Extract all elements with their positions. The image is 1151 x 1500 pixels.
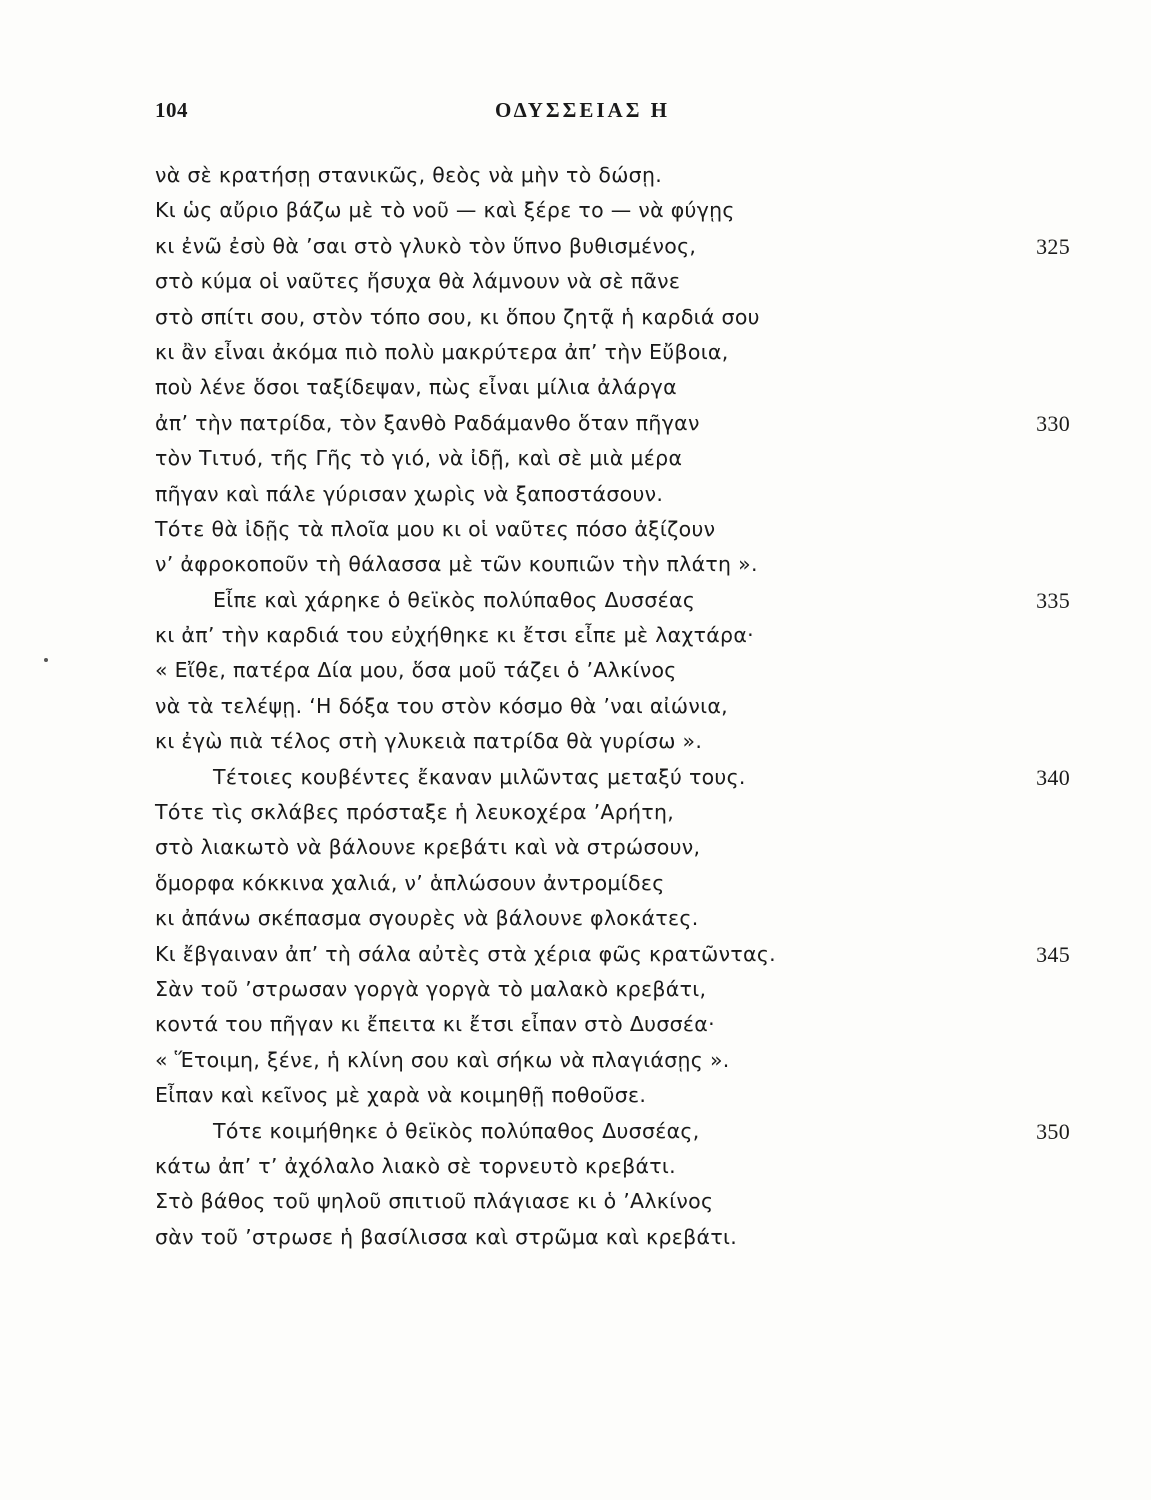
verse-text: κοντά του πῆγαν κι ἔπειτα κι ἔτσι εἶπαν στὸ Δυσσέα· [155,1012,715,1037]
verse-line [155,1043,1085,1078]
verse-line [155,830,1085,865]
verse-line [155,760,1085,795]
verse-line [155,406,1085,441]
verse-text: Τότε θὰ ἰδῇς τὰ πλοῖα μου κι οἱ ναῦτες πόσο ἀξίζουν [155,516,716,541]
verse-text: Στὸ βάθος τοῦ ψηλοῦ σπιτιοῦ πλάγιασε κι ὁ ’Αλκίνος [155,1189,714,1214]
verse-text: Εἶπαν καὶ κεῖνος μὲ χαρὰ νὰ κοιμηθῇ ποθοῦσε. [155,1083,647,1108]
verse-line [155,583,1085,618]
verse-text: Εἶπε καὶ χάρηκε ὁ θεϊκὸς πολύπαθος Δυσσέας [213,587,696,612]
verse-text: κι ἂν εἶναι ἀκόμα πιὸ πολὺ μακρύτερα ἀπ’ τὴν Εὔβοια, [155,339,729,364]
verse-line [155,477,1085,512]
verse-line [155,158,1085,193]
verse-text: κάτω ἀπ’ τ’ ἀχόλαλο λιακὸ σὲ τορνευτὸ κρεβάτι. [155,1153,676,1178]
verse-text: ἀπ’ τὴν πατρίδα, τὸν ξανθὸ Ραδάμανθο ὅταν πῆγαν [155,410,700,435]
verse-line [155,901,1085,936]
verse-line [155,547,1085,582]
verse-line [155,1114,1085,1149]
line-number: 325 [1036,233,1070,259]
verse-line [155,618,1085,653]
verse-line [155,1149,1085,1184]
line-number: 335 [1036,587,1070,613]
page-header [155,98,1075,138]
line-number: 345 [1036,941,1070,967]
verse-line [155,724,1085,759]
verse-line [155,937,1085,972]
verse-line [155,512,1085,547]
verse-text: ν’ ἀφροκοποῦν τὴ θάλασσα μὲ τῶν κουπιῶν τὴν πλάτη ». [155,552,758,577]
verse-line [155,264,1085,299]
verse-line [155,1220,1085,1255]
verse-text: νὰ σὲ κρατήσῃ στανικῶς, θεὸς νὰ μὴν τὸ δώσῃ. [155,163,663,187]
verse-text: στὸ κύμα οἱ ναῦτες ἥσυχα θὰ λάμνουν νὰ σὲ πᾶνε [155,269,681,294]
verse-text: « Ἕτοιμη, ξένε, ἡ κλίνη σου καὶ σήκω νὰ πλαγιάσῃς ». [155,1047,730,1072]
verse-text: κι ἀπάνω σκέπασμα σγουρὲς νὰ βάλουνε φλοκάτες. [155,906,699,931]
verse-line [155,866,1085,901]
verse-text: « Εἴθε, πατέρα Δία μου, ὅσα μοῦ τάζει ὁ ’Αλκίνος [155,658,677,683]
verse-text: τὸν Τιτυό, τῆς Γῆς τὸ γιό, νὰ ἰδῇ, καὶ σὲ μιὰ μέρα [155,446,683,471]
line-number: 350 [1036,1118,1070,1144]
verse-line [155,972,1085,1007]
verse-text: Κι ὡς αὔριο βάζω μὲ τὸ νοῦ — καὶ ξέρε το — νὰ φύγῃς [155,198,735,223]
verse-text: νὰ τὰ τελέψῃ. ‘Η δόξα του στὸν κόσμο θὰ ’ναι αἰώνια, [155,693,728,718]
verse-text: Τέτοιες κουβέντες ἔκαναν μιλῶντας μεταξύ τους. [213,764,746,789]
verse-text: ποὺ λένε ὅσοι ταξίδεψαν, πὼς εἶναι μίλια ἀλάργα [155,375,677,400]
verse-text: Τότε τὶς σκλάβες πρόσταξε ἡ λευκοχέρα ’Αρήτη, [155,800,675,825]
line-number: 330 [1036,410,1070,436]
verse-text: Τότε κοιμήθηκε ὁ θεϊκὸς πολύπαθος Δυσσέας, [213,1118,700,1143]
verse-text: στὸ σπίτι σου, στὸν τόπο σου, κι ὅπου ζητᾷ ἡ καρδιά σου [155,304,760,329]
verse-text: ὅμορφα κόκκινα χαλιά, ν’ ἁπλώσουν ἀντρομίδες [155,870,665,895]
poem-text [155,158,1085,1255]
verse-text: Κι ἔβγαιναν ἀπ’ τὴ σάλα αὐτὲς στὰ χέρια φῶς κρατῶντας. [155,941,776,966]
verse-text: κι ἀπ’ τὴν καρδιά του εὐχήθηκε κι ἔτσι εἶπε μὲ λαχτάρα· [155,623,754,648]
verse-text: Σὰν τοῦ ’στρωσαν γοργὰ γοργὰ τὸ μαλακὸ κρεβάτι, [155,976,707,1001]
line-number: 340 [1036,764,1070,790]
verse-line [155,689,1085,724]
running-title: ΟΔΥΣΣΕΙΑΣ Η [495,98,671,122]
verse-line [155,653,1085,688]
verse-line [155,370,1085,405]
verse-line [155,193,1085,228]
margin-mark [44,658,48,662]
verse-text: κι ἐνῶ ἐσὺ θὰ ’σαι στὸ γλυκὸ τὸν ὕπνο βυθισμένος, [155,233,697,258]
verse-text: στὸ λιακωτὸ νὰ βάλουνε κρεβάτι καὶ νὰ στρώσουν, [155,835,701,860]
page-number: 104 [155,98,188,122]
verse-line [155,795,1085,830]
verse-line [155,1007,1085,1042]
verse-line [155,229,1085,264]
verse-line [155,441,1085,476]
verse-line [155,335,1085,370]
verse-line [155,300,1085,335]
verse-text: σὰν τοῦ ’στρωσε ἡ βασίλισσα καὶ στρῶμα καὶ κρεβάτι. [155,1224,738,1249]
verse-line [155,1184,1085,1219]
verse-text: κι ἐγὼ πιὰ τέλος στὴ γλυκειὰ πατρίδα θὰ γυρίσω ». [155,729,703,754]
verse-text: πῆγαν καὶ πάλε γύρισαν χωρὶς νὰ ξαποστάσουν. [155,481,664,506]
verse-line [155,1078,1085,1113]
